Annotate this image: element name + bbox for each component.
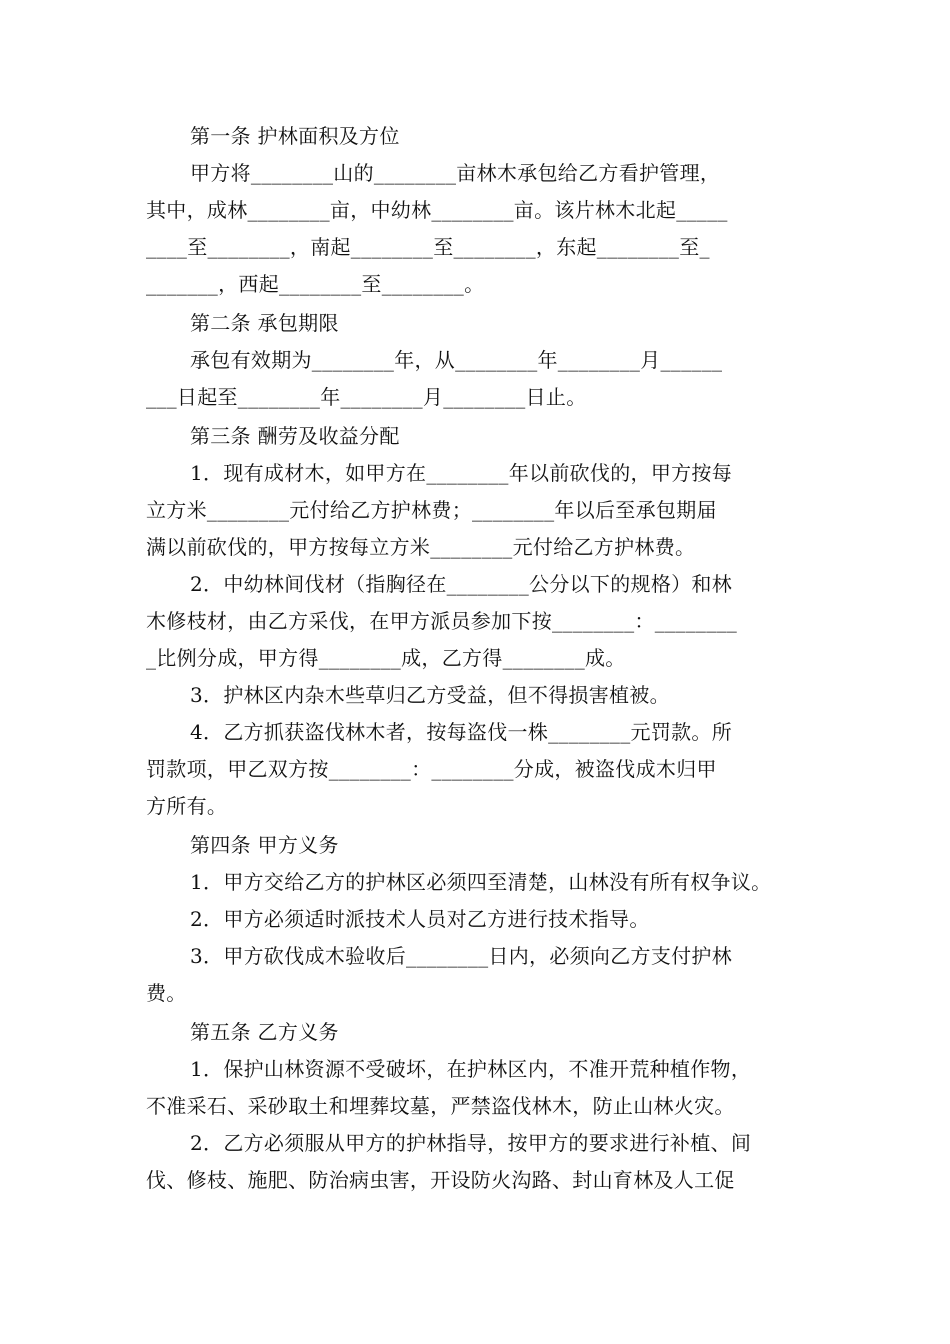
body-line: 1．保护山林资源不受破坏，在护林区内，不准开荒种植作物， [190,1057,752,1081]
article-4-heading: 第四条 甲方义务 [190,833,339,857]
body-line: _______，西起________至________。 [146,272,485,296]
body-line: 承包有效期为________年，从________年________月______ [190,348,723,372]
article-3-heading: 第三条 酬劳及收益分配 [190,424,400,448]
body-line: 2．甲方必须适时派技术人员对乙方进行技术指导。 [190,907,650,931]
body-line: 方所有。 [146,794,228,818]
body-line: 2．乙方必须服从甲方的护林指导，按甲方的要求进行补植、间 [190,1131,752,1155]
body-line: 费。 [146,981,187,1005]
body-line: ____至________，南起________至________，东起________至_ [146,235,710,259]
body-line: 1．现有成材木，如甲方在________年以前砍伐的，甲方按每 [190,461,733,485]
body-line: 立方米________元付给乙方护林费；________年以后至承包期届 [146,498,717,522]
body-line: 满以前砍伐的，甲方按每立方米________元付给乙方护林费。 [146,535,696,559]
body-line: 4．乙方抓获盗伐林木者，按每盗伐一株________元罚款。所 [190,720,733,744]
body-line: 3．甲方砍伐成木验收后________日内，必须向乙方支付护林 [190,944,733,968]
article-5-heading: 第五条 乙方义务 [190,1020,339,1044]
body-line: _比例分成，甲方得________成，乙方得________成。 [146,646,626,670]
body-line: 不准采石、采砂取土和埋葬坟墓，严禁盗伐林木，防止山林火灾。 [146,1094,735,1118]
body-line: 伐、修枝、施肥、防治病虫害，开设防火沟路、封山育林及人工促 [146,1168,735,1192]
body-line: 3．护林区内杂木些草归乙方受益，但不得损害植被。 [190,683,670,707]
body-line: 甲方将________山的________亩林木承包给乙方看护管理， [190,161,721,185]
body-line: 罚款项，甲乙双方按________：________分成，被盗伐成木归甲 [146,757,717,781]
body-line: 2．中幼林间伐材（指胸径在________公分以下的规格）和林 [190,572,733,596]
body-line: 1．甲方交给乙方的护林区必须四至清楚，山林没有所有权争议。 [190,870,772,894]
article-2-heading: 第二条 承包期限 [190,311,339,335]
body-line: 木修枝材，由乙方采伐，在甲方派员参加下按________：________ [146,609,738,633]
body-line: ___日起至________年________月________日止。 [146,385,587,409]
body-line: 其中，成林________亩，中幼林________亩。该片林木北起_____ [146,198,728,222]
article-1-heading: 第一条 护林面积及方位 [190,124,400,148]
